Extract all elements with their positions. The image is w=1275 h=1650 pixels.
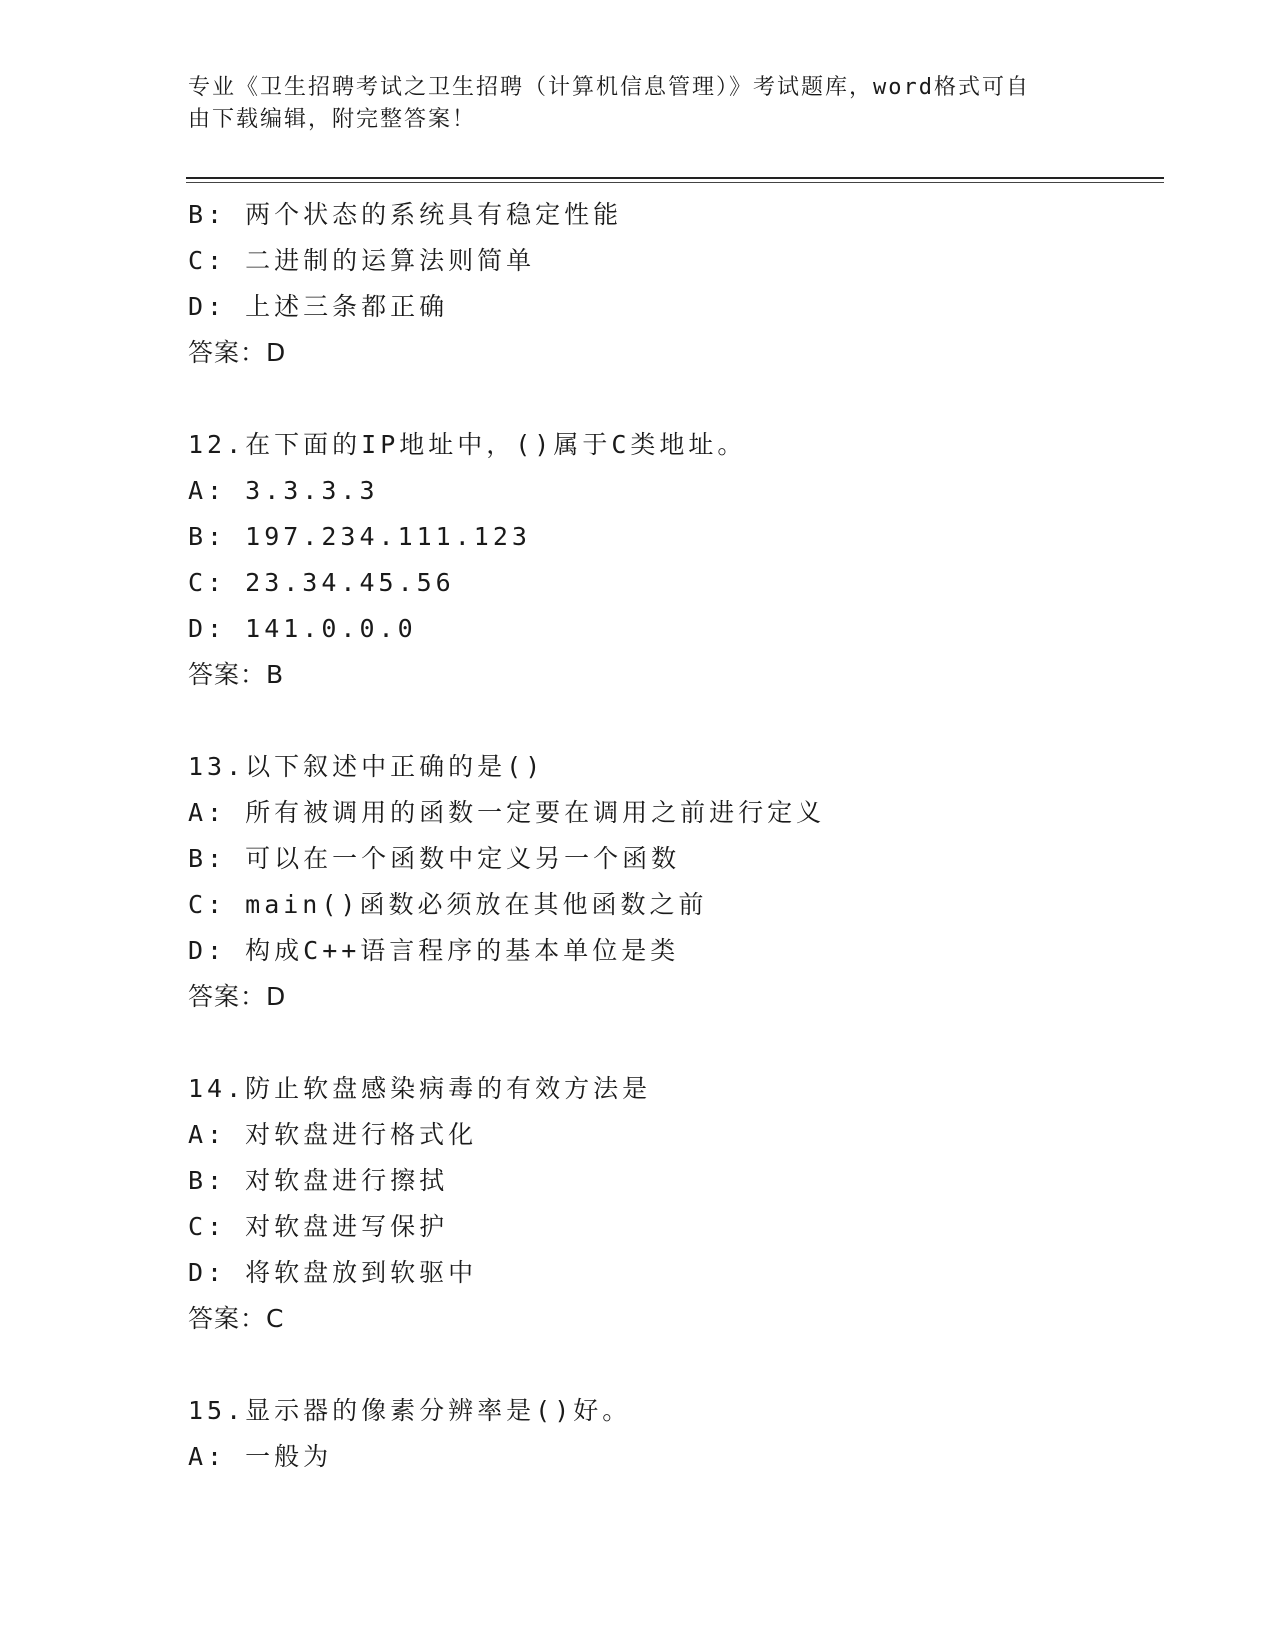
option-line: C: 23.34.45.56 <box>188 568 455 597</box>
spacer <box>188 376 1168 422</box>
spacer <box>188 698 1168 744</box>
question-stem: 12.在下面的IP地址中，()属于C类地址。 <box>188 430 747 459</box>
question-list <box>188 192 1168 1480</box>
option-line: D: 141.0.0.0 <box>188 614 417 643</box>
option-line: A: 一般为 <box>188 1442 333 1471</box>
header-divider-thick <box>186 177 1164 179</box>
option-line: A: 对软盘进行格式化 <box>188 1120 478 1149</box>
answer-line: 答案：B <box>188 660 285 689</box>
option-line: A: 所有被调用的函数一定要在调用之前进行定义 <box>188 798 826 827</box>
option-line: D: 将软盘放到软驱中 <box>188 1258 478 1287</box>
answer-line: 答案：D <box>188 338 287 367</box>
header-line-1: 专业《卫生招聘考试之卫生招聘（计算机信息管理）》考试题库，word格式可自 <box>188 75 1030 100</box>
option-line: C: main()函数必须放在其他函数之前 <box>188 890 708 919</box>
option-line: D: 构成C++语言程序的基本单位是类 <box>188 936 680 965</box>
question-stem: 13.以下叙述中正确的是() <box>188 752 545 781</box>
answer-line: 答案：C <box>188 1304 285 1333</box>
header-divider-thin <box>186 182 1164 183</box>
option-line: B: 两个状态的系统具有稳定性能 <box>188 200 623 229</box>
option-line: A: 3.3.3.3 <box>188 476 379 505</box>
option-line: C: 二进制的运算法则简单 <box>188 246 536 275</box>
question-stem: 15.显示器的像素分辨率是()好。 <box>188 1396 632 1425</box>
header-line-2: 由下载编辑，附完整答案！ <box>188 107 477 132</box>
answer-line: 答案：D <box>188 982 287 1011</box>
option-line: B: 可以在一个函数中定义另一个函数 <box>188 844 681 873</box>
option-line: B: 对软盘进行擦拭 <box>188 1166 449 1195</box>
option-line: C: 对软盘进写保护 <box>188 1212 449 1241</box>
option-line: B: 197.234.111.123 <box>188 522 531 551</box>
document-header <box>188 72 1068 136</box>
option-line: D: 上述三条都正确 <box>188 292 449 321</box>
spacer <box>188 1342 1168 1388</box>
question-stem: 14.防止软盘感染病毒的有效方法是 <box>188 1074 652 1103</box>
spacer <box>188 1020 1168 1066</box>
